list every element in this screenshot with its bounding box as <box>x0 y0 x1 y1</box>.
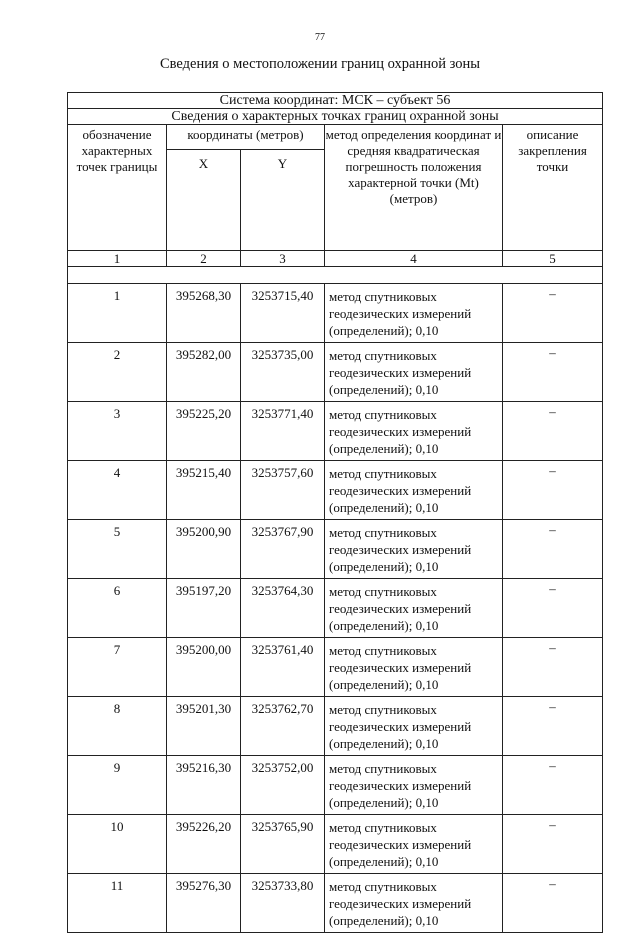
x-coordinate-cell: 395268,30 <box>167 284 241 343</box>
column-number: 3 <box>241 251 325 267</box>
point-id-cell: 6 <box>68 579 167 638</box>
header-coordinates: координаты (метров) <box>167 125 325 150</box>
y-coordinate-cell: 3253715,40 <box>241 284 325 343</box>
table-row <box>68 402 603 461</box>
point-id-cell: 3 <box>68 402 167 461</box>
method-cell: метод спутниковых геодезических измерений (определений); 0,10 <box>325 815 503 874</box>
method-cell: метод спутниковых геодезических измерений (определений); 0,10 <box>325 343 503 402</box>
description-cell: – <box>503 874 603 933</box>
point-id-cell: 1 <box>68 284 167 343</box>
method-cell: метод спутниковых геодезических измерений (определений); 0,10 <box>325 461 503 520</box>
column-number: 5 <box>503 251 603 267</box>
table-subtitle: Сведения о характерных точках границ охранной зоны <box>68 109 603 125</box>
coordinate-system-header: Система координат: МСК – субъект 56 <box>68 93 603 109</box>
point-id-cell: 8 <box>68 697 167 756</box>
point-id-cell: 5 <box>68 520 167 579</box>
y-coordinate-cell: 3253761,40 <box>241 638 325 697</box>
method-cell: метод спутниковых геодезических измерений (определений); 0,10 <box>325 402 503 461</box>
y-coordinate-cell: 3253733,80 <box>241 874 325 933</box>
table-row <box>68 343 603 402</box>
method-cell: метод спутниковых геодезических измерений (определений); 0,10 <box>325 520 503 579</box>
method-cell: метод спутниковых геодезических измерений (определений); 0,10 <box>325 638 503 697</box>
header-method: метод определения координат и средняя квадратическая погрешность положения характерной точки (Mt) (метров) <box>325 125 503 251</box>
x-coordinate-cell: 395215,40 <box>167 461 241 520</box>
table-row <box>68 520 603 579</box>
table-row <box>68 815 603 874</box>
header-description: описание закрепления точки <box>503 125 603 251</box>
point-id-cell: 11 <box>68 874 167 933</box>
x-coordinate-cell: 395216,30 <box>167 756 241 815</box>
point-id-cell: 7 <box>68 638 167 697</box>
description-cell: – <box>503 461 603 520</box>
header-x: X <box>167 150 241 251</box>
method-cell: метод спутниковых геодезических измерений (определений); 0,10 <box>325 579 503 638</box>
column-number: 4 <box>325 251 503 267</box>
y-coordinate-cell: 3253735,00 <box>241 343 325 402</box>
y-coordinate-cell: 3253765,90 <box>241 815 325 874</box>
description-cell: – <box>503 638 603 697</box>
x-coordinate-cell: 395201,30 <box>167 697 241 756</box>
spacer-cell <box>68 267 603 284</box>
table-row <box>68 697 603 756</box>
table-row <box>68 756 603 815</box>
document-title: Сведения о местоположении границ охранной зоны <box>159 56 480 72</box>
point-id-cell: 9 <box>68 756 167 815</box>
x-coordinate-cell: 395197,20 <box>167 579 241 638</box>
table-row <box>68 579 603 638</box>
description-cell: – <box>503 697 603 756</box>
x-coordinate-cell: 395276,30 <box>167 874 241 933</box>
method-cell: метод спутниковых геодезических измерений (определений); 0,10 <box>325 874 503 933</box>
x-coordinate-cell: 395200,90 <box>167 520 241 579</box>
y-coordinate-cell: 3253771,40 <box>241 402 325 461</box>
point-id-cell: 4 <box>68 461 167 520</box>
column-number-row <box>68 251 603 267</box>
y-coordinate-cell: 3253757,60 <box>241 461 325 520</box>
x-coordinate-cell: 395282,00 <box>167 343 241 402</box>
point-id-cell: 2 <box>68 343 167 402</box>
description-cell: – <box>503 579 603 638</box>
spacer-row <box>68 267 603 284</box>
y-coordinate-cell: 3253762,70 <box>241 697 325 756</box>
method-cell: метод спутниковых геодезических измерений (определений); 0,10 <box>325 756 503 815</box>
boundary-points-table <box>67 92 603 933</box>
x-coordinate-cell: 395226,20 <box>167 815 241 874</box>
header-y: Y <box>241 150 325 251</box>
table-row <box>68 874 603 933</box>
y-coordinate-cell: 3253764,30 <box>241 579 325 638</box>
table-row <box>68 284 603 343</box>
table-row <box>68 638 603 697</box>
page-number: 77 <box>315 32 325 43</box>
x-coordinate-cell: 395200,00 <box>167 638 241 697</box>
y-coordinate-cell: 3253767,90 <box>241 520 325 579</box>
x-coordinate-cell: 395225,20 <box>167 402 241 461</box>
header-point-designation: обозначение характерных точек границы <box>68 125 167 251</box>
column-number: 1 <box>68 251 167 267</box>
point-id-cell: 10 <box>68 815 167 874</box>
description-cell: – <box>503 815 603 874</box>
description-cell: – <box>503 520 603 579</box>
table-row <box>68 461 603 520</box>
description-cell: – <box>503 343 603 402</box>
y-coordinate-cell: 3253752,00 <box>241 756 325 815</box>
description-cell: – <box>503 284 603 343</box>
description-cell: – <box>503 402 603 461</box>
method-cell: метод спутниковых геодезических измерений (определений); 0,10 <box>325 697 503 756</box>
description-cell: – <box>503 756 603 815</box>
method-cell: метод спутниковых геодезических измерений (определений); 0,10 <box>325 284 503 343</box>
column-number: 2 <box>167 251 241 267</box>
